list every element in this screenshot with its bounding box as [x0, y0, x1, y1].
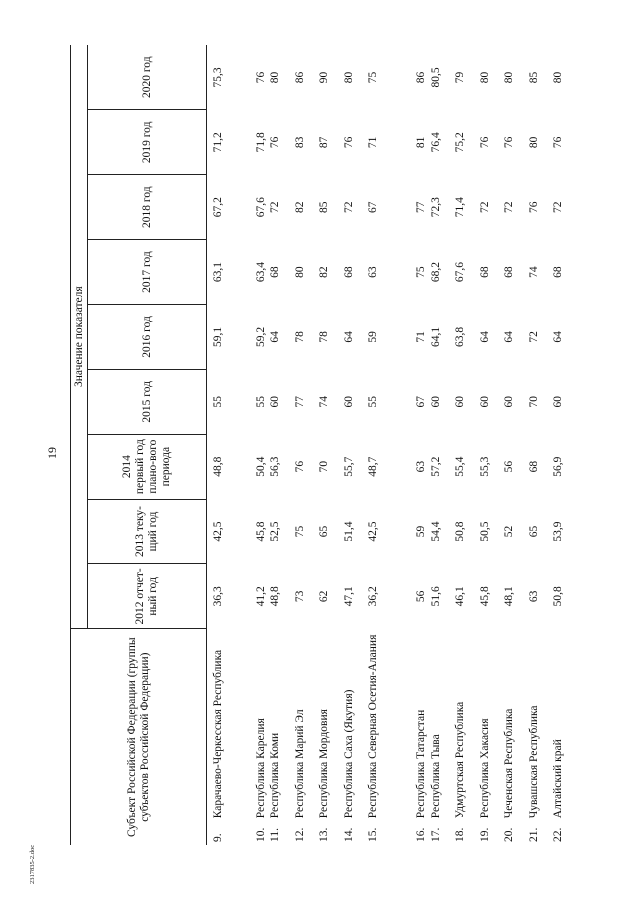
- value-cell: 59: [367, 331, 379, 343]
- value-cell: 42,5: [367, 521, 379, 542]
- value-cell: 87: [318, 136, 330, 149]
- value-cell: 72: [342, 201, 355, 213]
- year-header: 2017 год: [88, 240, 207, 305]
- table-row: [405, 45, 430, 845]
- value-cell: 76: [293, 460, 306, 473]
- row-number: 17.: [429, 827, 442, 842]
- row-number: 22.: [552, 827, 564, 842]
- value-cell: 53,9: [552, 521, 564, 542]
- value-cell: 73: [293, 590, 306, 603]
- indicator-group-header: Значение показателя: [71, 45, 88, 629]
- subject-name: Республика Северная Осетия-Алания: [367, 634, 379, 819]
- page-number: 19: [45, 447, 59, 459]
- value-cell: 76: [503, 136, 515, 149]
- value-cell: 63,4: [254, 262, 267, 283]
- value-cell: 68: [269, 266, 281, 278]
- value-cell: 47,1: [342, 586, 355, 607]
- table-row: [454, 45, 479, 845]
- value-cell: 60: [429, 396, 442, 408]
- value-cell: 48,7: [367, 456, 379, 477]
- value-cell: 82: [318, 266, 330, 278]
- value-cell: 64: [478, 331, 491, 343]
- value-cell: 80: [269, 71, 281, 84]
- value-cell: 56: [503, 460, 515, 473]
- value-cell: 77: [293, 396, 306, 408]
- value-cell: 63: [527, 590, 540, 603]
- value-cell: 70: [527, 396, 540, 408]
- value-cell: 52: [503, 525, 515, 538]
- value-cell: 76: [254, 71, 267, 84]
- subject-name: Республика Саха (Якутия): [342, 689, 355, 819]
- table-row: [430, 45, 455, 845]
- value-cell: 65: [527, 525, 540, 538]
- value-cell: 55,4: [454, 456, 466, 477]
- value-cell: 80: [527, 136, 540, 149]
- value-cell: 36,2: [367, 586, 379, 607]
- row-number: 14.: [342, 827, 355, 842]
- value-cell: 64: [342, 331, 355, 343]
- value-cell: 68: [503, 266, 515, 278]
- value-cell: 57,2: [429, 456, 442, 477]
- row-number: 20.: [503, 827, 515, 842]
- value-cell: 75,3: [212, 67, 224, 88]
- subject-name: Чувашская Республика: [527, 705, 540, 819]
- table-row: [318, 45, 343, 845]
- value-cell: 74: [318, 396, 330, 408]
- row-number: 15.: [367, 827, 379, 842]
- value-cell: 64: [552, 331, 564, 343]
- value-cell: 62: [318, 590, 330, 603]
- year-header: 2012 отчет-ный год: [88, 564, 207, 629]
- table-row: [503, 45, 528, 845]
- value-cell: 68: [552, 266, 564, 278]
- value-cell: 78: [318, 331, 330, 343]
- value-cell: 41,2: [254, 586, 267, 607]
- row-number: 21.: [527, 827, 540, 842]
- value-cell: 67,2: [212, 197, 224, 218]
- row-number: 18.: [454, 827, 466, 842]
- value-cell: 55,3: [478, 456, 491, 477]
- subject-name: Республика Карелия: [254, 718, 267, 819]
- value-cell: 45,8: [478, 586, 491, 607]
- value-cell: 60: [552, 396, 564, 408]
- value-cell: 52,5: [269, 521, 281, 542]
- subject-name: Республика Тыва: [429, 734, 442, 819]
- value-cell: 42,5: [212, 521, 224, 542]
- row-number: 11.: [269, 828, 281, 842]
- value-cell: 48,8: [212, 456, 224, 477]
- value-cell: 46,1: [454, 586, 466, 607]
- subject-header: Субъект Российской Федерации (группы субъектов Российской Федерации): [71, 629, 207, 845]
- value-cell: 50,5: [478, 521, 491, 542]
- value-cell: 55: [367, 396, 379, 408]
- value-cell: 79: [454, 71, 466, 84]
- value-cell: 80: [552, 71, 564, 84]
- row-number: 16.: [415, 827, 427, 842]
- value-cell: 90: [318, 71, 330, 84]
- table-row: [552, 45, 577, 845]
- value-cell: 72: [527, 331, 540, 343]
- value-cell: 67,6: [454, 262, 466, 283]
- value-cell: 75: [293, 525, 306, 538]
- year-header: 2014 первый год плано-вого периода: [88, 434, 207, 499]
- value-cell: 64: [503, 331, 515, 343]
- year-header: 2013 теку-щий год: [88, 499, 207, 564]
- value-cell: 71: [415, 331, 427, 343]
- year-header: 2019 год: [88, 110, 207, 175]
- subject-name: Республика Татарстан: [415, 709, 427, 819]
- value-cell: 50,8: [552, 586, 564, 607]
- table-row: [528, 45, 553, 845]
- table-row: [207, 45, 245, 845]
- value-cell: 55: [212, 396, 224, 408]
- value-cell: 85: [527, 71, 540, 84]
- subject-name: Республика Хакасия: [478, 718, 491, 819]
- value-cell: 60: [478, 396, 491, 408]
- year-header: 2016 год: [88, 304, 207, 369]
- subject-name: Удмуртская Республика: [454, 701, 466, 819]
- value-cell: 63,8: [454, 326, 466, 347]
- value-cell: 54,4: [429, 521, 442, 542]
- value-cell: 83: [293, 136, 306, 149]
- table-body: [207, 45, 577, 845]
- table-container: [70, 45, 570, 845]
- value-cell: 82: [293, 201, 306, 213]
- subject-name: Республика Марий Эл: [293, 709, 306, 819]
- value-cell: 80: [293, 266, 306, 278]
- value-cell: 76: [552, 136, 564, 149]
- subject-name: Алтайский край: [552, 739, 564, 819]
- value-cell: 76: [478, 136, 491, 149]
- value-cell: 75: [367, 71, 379, 84]
- value-cell: 72: [503, 201, 515, 213]
- value-cell: 64,1: [429, 326, 442, 347]
- value-cell: 68: [342, 266, 355, 278]
- value-cell: 72: [552, 201, 564, 213]
- value-cell: 67: [367, 201, 379, 213]
- value-cell: 60: [342, 396, 355, 408]
- row-number: 9.: [212, 833, 224, 842]
- value-cell: 86: [415, 71, 427, 84]
- value-cell: 71,8: [254, 132, 267, 153]
- value-cell: 59,1: [212, 326, 224, 347]
- row-number: 19.: [478, 827, 491, 842]
- value-cell: 60: [454, 396, 466, 408]
- value-cell: 78: [293, 331, 306, 343]
- value-cell: 74: [527, 266, 540, 278]
- value-cell: 51,6: [429, 586, 442, 607]
- header-row-group: [71, 45, 88, 845]
- value-cell: 56: [415, 590, 427, 603]
- value-cell: 59: [415, 525, 427, 538]
- value-cell: 55: [254, 396, 267, 408]
- value-cell: 63: [415, 460, 427, 473]
- value-cell: 59,2: [254, 326, 267, 347]
- document-code: 2317835-2.doc: [29, 844, 36, 884]
- value-cell: 36,3: [212, 586, 224, 607]
- value-cell: 55,7: [342, 456, 355, 477]
- value-cell: 63: [367, 266, 379, 278]
- value-cell: 64: [269, 331, 281, 343]
- value-cell: 70: [318, 460, 330, 473]
- value-cell: 81: [415, 136, 427, 149]
- value-cell: 56,3: [269, 456, 281, 477]
- table-row: [367, 45, 405, 845]
- value-cell: 68: [478, 266, 491, 278]
- row-number: 13.: [318, 827, 330, 842]
- year-header: 2018 год: [88, 175, 207, 240]
- value-cell: 76: [342, 136, 355, 149]
- subject-name: Карачаево-Черкесская Республика: [212, 649, 224, 819]
- value-cell: 76: [269, 136, 281, 149]
- value-cell: 50,4: [254, 456, 267, 477]
- value-cell: 68,2: [429, 262, 442, 283]
- table-row: [343, 45, 368, 845]
- value-cell: 63,1: [212, 262, 224, 283]
- value-cell: 80,5: [429, 67, 442, 88]
- subject-name: Республика Мордовия: [318, 709, 330, 819]
- value-cell: 68: [527, 460, 540, 473]
- value-cell: 65: [318, 525, 330, 538]
- value-cell: 72: [478, 201, 491, 213]
- value-cell: 76,4: [429, 132, 442, 153]
- value-cell: 48,8: [269, 586, 281, 607]
- value-cell: 71,4: [454, 197, 466, 218]
- value-cell: 51,4: [342, 521, 355, 542]
- value-cell: 60: [503, 396, 515, 408]
- value-cell: 77: [415, 201, 427, 213]
- table-row: [245, 45, 270, 845]
- subject-name: Чеченская Республика: [503, 708, 515, 819]
- subject-name: Республика Коми: [269, 732, 281, 819]
- value-cell: 56,9: [552, 456, 564, 477]
- value-cell: 45,8: [254, 521, 267, 542]
- indicator-table: [70, 45, 577, 845]
- year-header: 2015 год: [88, 369, 207, 434]
- value-cell: 76: [527, 201, 540, 213]
- value-cell: 75,2: [454, 132, 466, 153]
- value-cell: 71,2: [212, 132, 224, 153]
- table-row: [269, 45, 294, 845]
- rotated-table: [70, 45, 570, 845]
- value-cell: 67: [415, 396, 427, 408]
- value-cell: 48,1: [503, 586, 515, 607]
- value-cell: 71: [367, 136, 379, 149]
- value-cell: 50,8: [454, 521, 466, 542]
- table-row: [294, 45, 319, 845]
- table-row: [479, 45, 504, 845]
- value-cell: 60: [269, 396, 281, 408]
- value-cell: 85: [318, 201, 330, 213]
- value-cell: 80: [503, 71, 515, 84]
- value-cell: 72,3: [429, 197, 442, 218]
- value-cell: 80: [342, 71, 355, 84]
- row-number: 12.: [293, 827, 306, 842]
- value-cell: 86: [293, 71, 306, 84]
- value-cell: 67,6: [254, 197, 267, 218]
- year-header: 2020 год: [88, 45, 207, 110]
- value-cell: 72: [269, 201, 281, 213]
- value-cell: 75: [415, 266, 427, 278]
- row-number: 10.: [254, 827, 267, 842]
- value-cell: 80: [478, 71, 491, 84]
